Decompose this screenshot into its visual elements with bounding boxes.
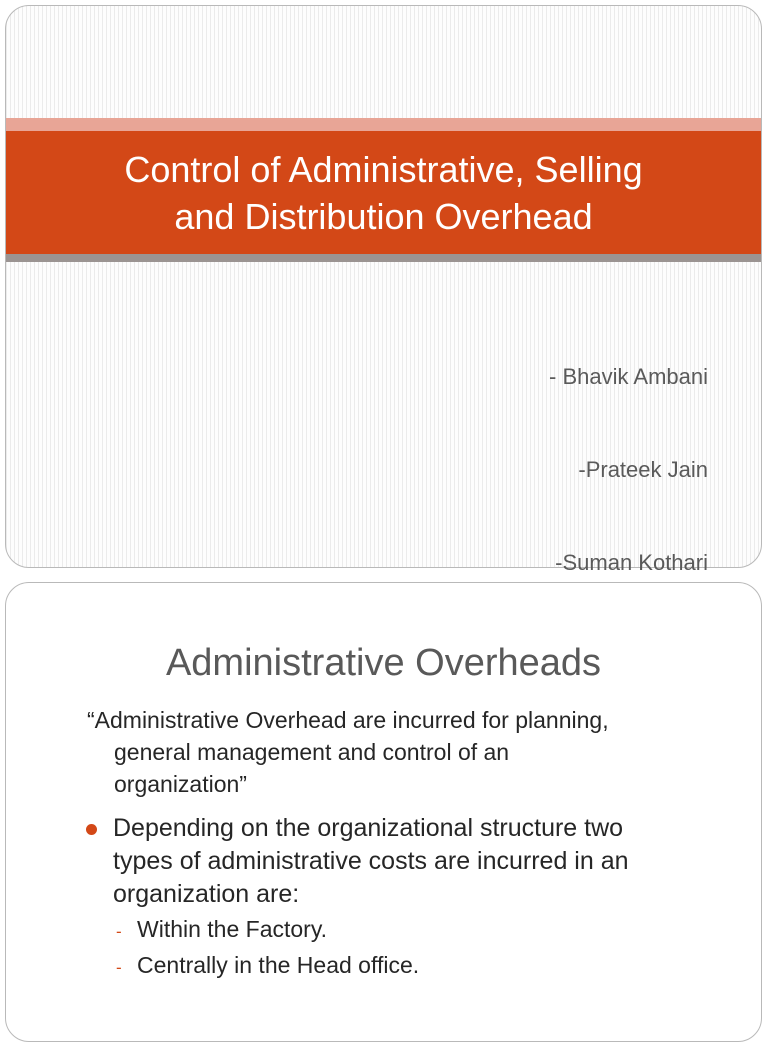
title-slide: [5, 5, 762, 575]
bullet-line-1: Depending on the organizational structure two: [113, 814, 624, 842]
sub-bullet-text: Centrally in the Head office.: [137, 952, 420, 978]
bullet-line-3: organization are:: [113, 880, 300, 908]
definition-quote: [87, 704, 747, 800]
slide-title: [6, 131, 761, 254]
quote-line-2: general management and control of an: [114, 739, 510, 765]
dash-icon: -: [116, 958, 122, 977]
quote-line-3: organization”: [114, 771, 247, 797]
author-name: -Suman Kothari: [555, 550, 708, 575]
sub-bullet-text: Within the Factory.: [137, 916, 328, 942]
content-slide: [5, 582, 762, 1042]
sub-bullet-item: [116, 949, 419, 984]
slide-title-line-1: Control of Administrative, Selling: [124, 148, 643, 190]
author-name: -Prateek Jain: [578, 457, 708, 482]
author-name: - Bhavik Ambani: [549, 364, 708, 389]
quote-line-1: “Administrative Overhead are incurred for planning,: [87, 707, 609, 733]
bullet-line-2: types of administrative costs are incurred in an: [113, 847, 629, 875]
bullet-text: [113, 812, 629, 911]
slide-heading: Administrative Overheads: [165, 642, 602, 684]
title-band-top-stripe: [6, 118, 761, 131]
bullet-dot-icon: [86, 824, 97, 835]
title-band-bottom-stripe: [6, 254, 761, 262]
slide-title-line-2: and Distribution Overhead: [174, 195, 593, 237]
dash-icon: -: [116, 922, 122, 941]
sub-bullet-item: [116, 913, 327, 948]
